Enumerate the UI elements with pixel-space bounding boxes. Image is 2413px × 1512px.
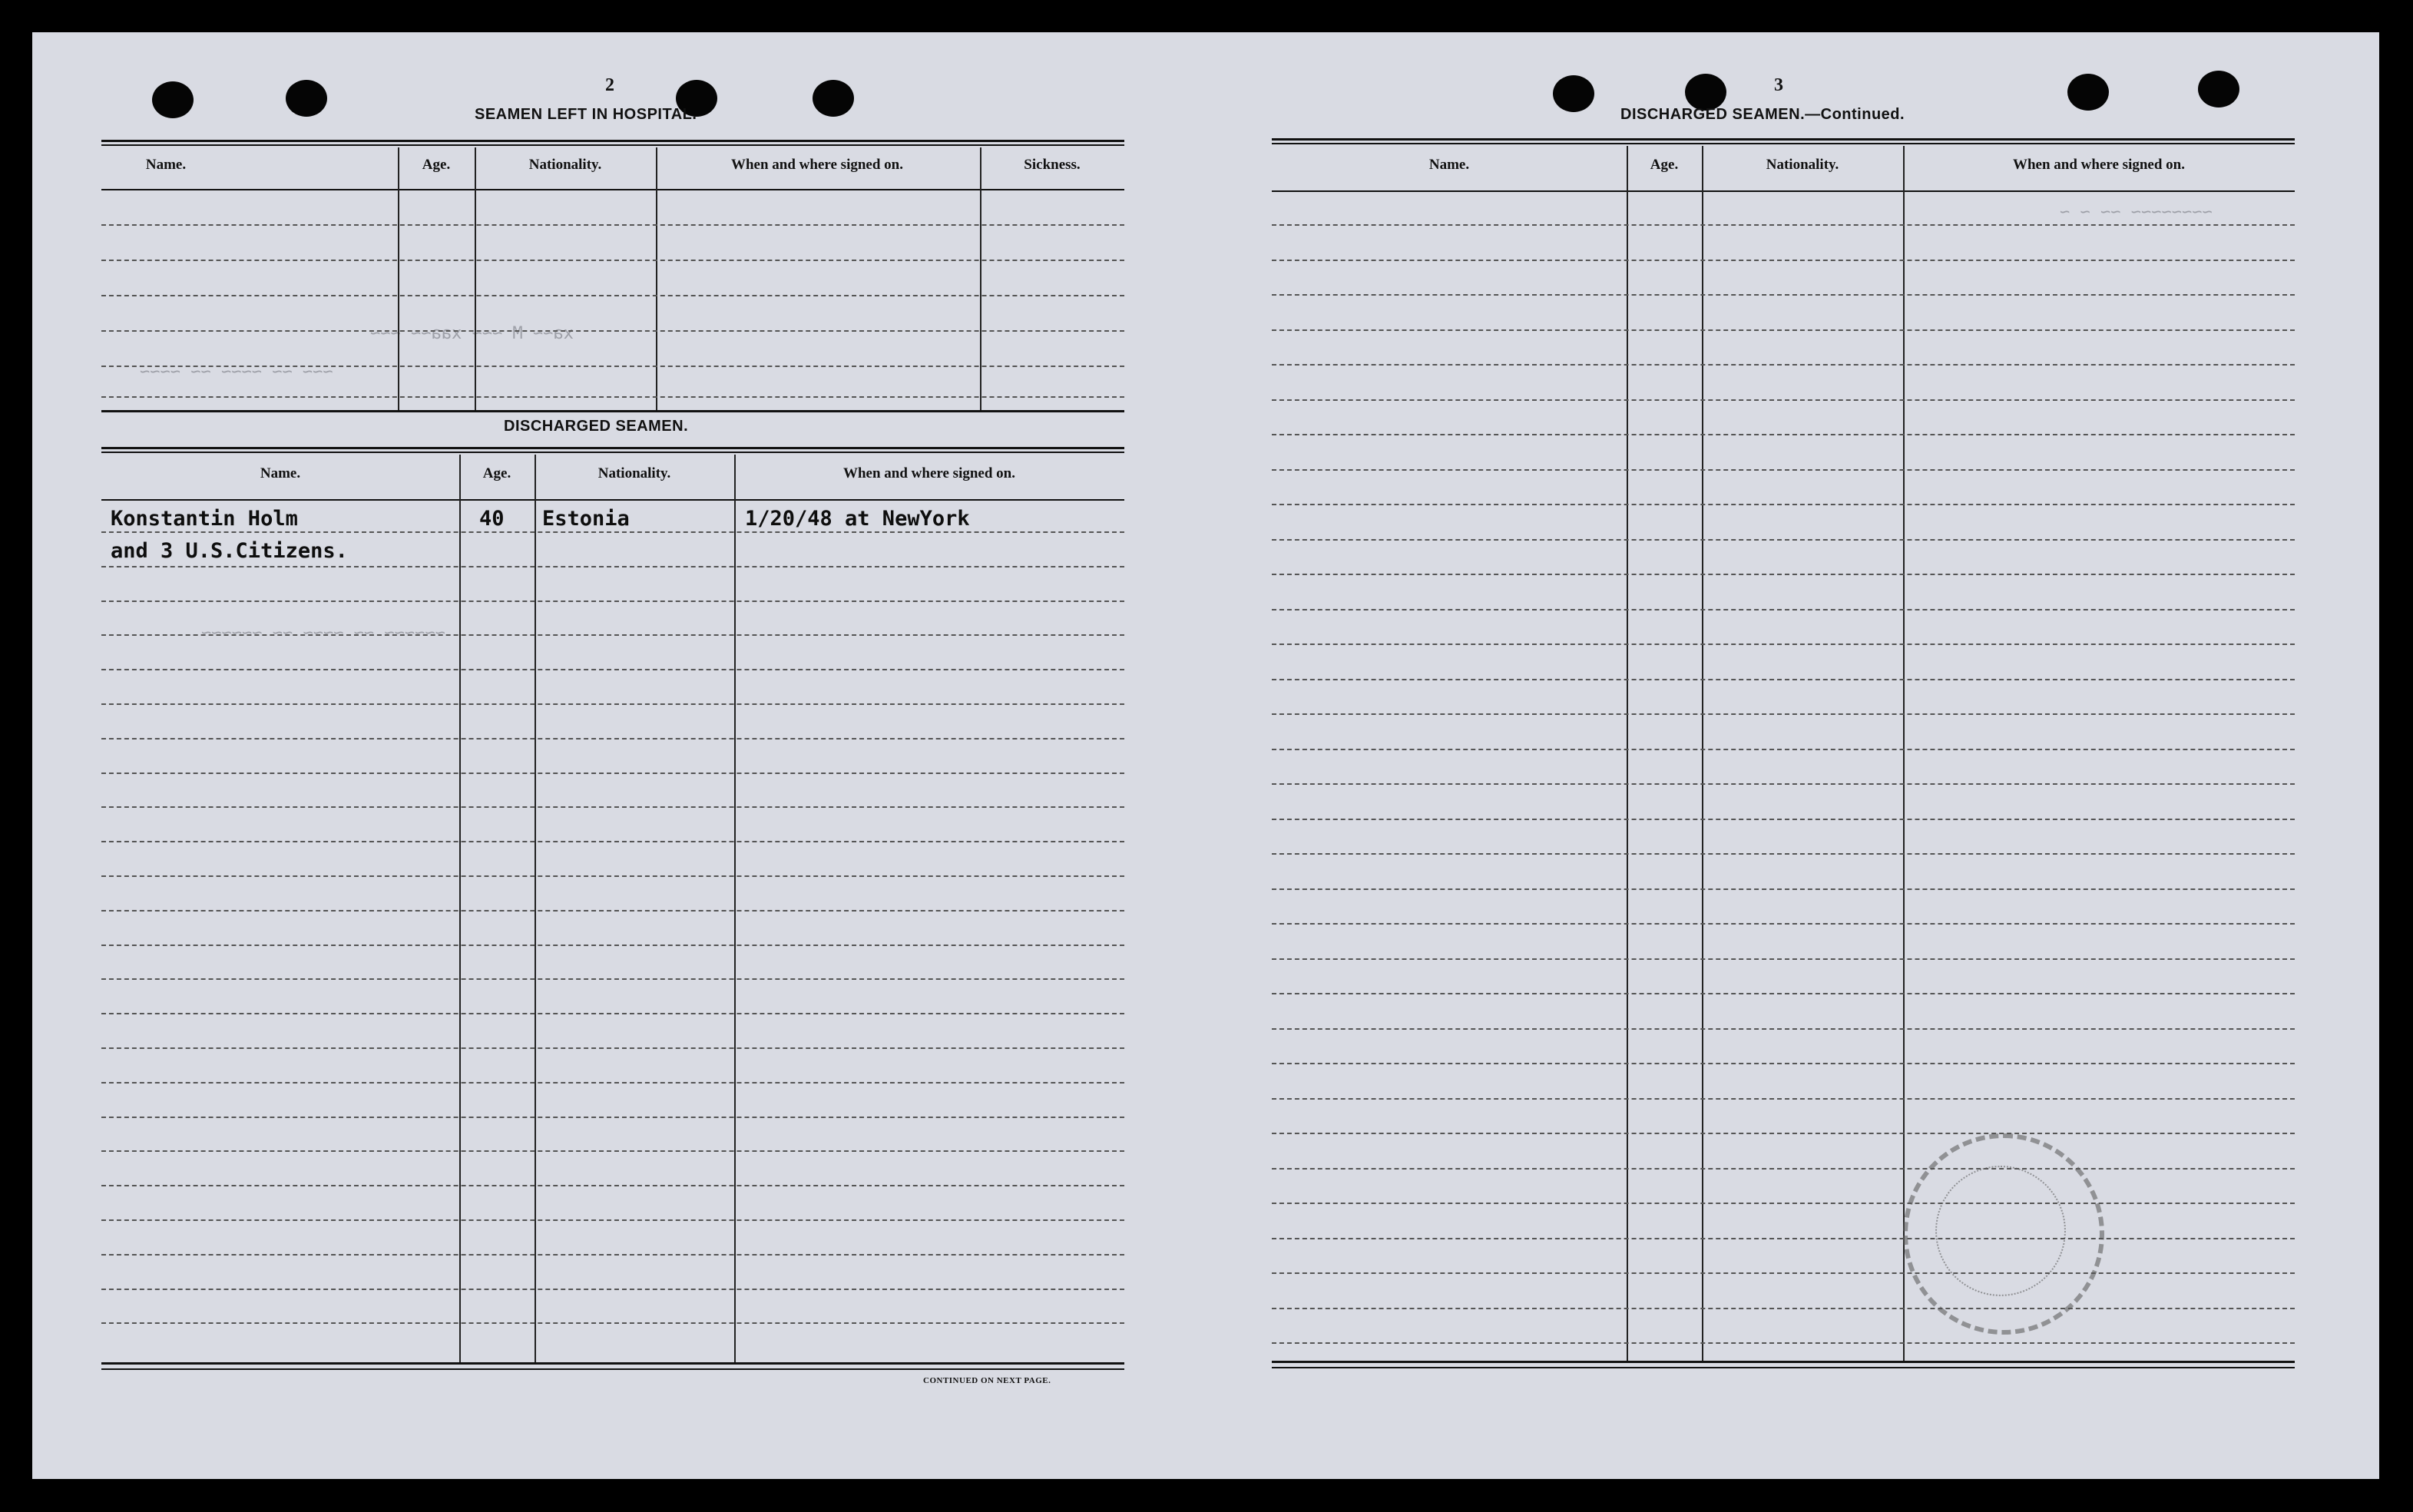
ruled-line bbox=[101, 1185, 1124, 1186]
ruled-line bbox=[1272, 1168, 2295, 1170]
discharged-col-divider bbox=[459, 455, 461, 1362]
hospital-top-rule bbox=[101, 140, 1124, 142]
punch-hole bbox=[286, 80, 327, 117]
hospital-row-line bbox=[101, 260, 1124, 261]
right-col-signed-on-header: When and where signed on. bbox=[2012, 157, 2185, 173]
ruled-line bbox=[1272, 364, 2295, 366]
hospital-col-name-header: Name. bbox=[145, 157, 187, 173]
ruled-line bbox=[1272, 1133, 2295, 1134]
ruled-line bbox=[1272, 294, 2295, 296]
ruled-line bbox=[1272, 713, 2295, 715]
discharged-row-name: and 3 U.S.Citizens. bbox=[111, 539, 348, 563]
ruled-line bbox=[101, 773, 1124, 774]
hospital-row-line bbox=[101, 366, 1124, 367]
discharged-col-signed-on-header: When and where signed on. bbox=[842, 465, 1015, 481]
discharged-continued-title: DISCHARGED SEAMEN.—Continued. bbox=[1620, 106, 1905, 123]
document-sheet bbox=[32, 32, 2379, 1479]
ruled-line bbox=[101, 1219, 1124, 1221]
bleed-through-text: ~~~~~~~~ ~~ ~ ~ bbox=[2060, 203, 2213, 222]
right-col-divider bbox=[1702, 146, 1703, 1361]
ruled-line bbox=[101, 566, 1124, 567]
ruled-line bbox=[1272, 329, 2295, 331]
hospital-section-title: SEAMEN LEFT IN HOSPITAL. bbox=[475, 106, 697, 123]
official-stamp bbox=[1903, 1133, 2104, 1335]
continued-note: CONTINUED ON NEXT PAGE. bbox=[923, 1376, 1051, 1385]
ruled-line bbox=[1272, 609, 2295, 610]
hospital-col-age-header: Age. bbox=[422, 157, 451, 173]
hospital-col-signed-on-header: When and where signed on. bbox=[730, 157, 903, 173]
page-number-left: 2 bbox=[605, 75, 614, 95]
bleed-through-text: ~~~ ~~ ~~~~ ~~ ~~~~ bbox=[140, 362, 333, 382]
ruled-line bbox=[101, 945, 1124, 946]
discharged-row-age: 40 bbox=[479, 507, 505, 531]
hospital-col-divider bbox=[656, 147, 657, 410]
ruled-line bbox=[101, 669, 1124, 670]
ruled-line bbox=[1272, 504, 2295, 505]
hospital-col-nationality-header: Nationality. bbox=[528, 157, 602, 173]
hospital-top-rule-2 bbox=[101, 144, 1124, 146]
ruled-line bbox=[101, 1047, 1124, 1049]
bleed-through-text: ~~~~~~ ~~ ~~~~ ~~ ~~~~~~ bbox=[201, 624, 445, 643]
ruled-line bbox=[1272, 1272, 2295, 1274]
ruled-line bbox=[101, 841, 1124, 842]
ruled-line bbox=[1272, 1028, 2295, 1030]
right-col-name-header: Name. bbox=[1428, 157, 1470, 173]
punch-hole bbox=[2198, 71, 2239, 108]
ruled-line bbox=[1272, 853, 2295, 855]
ruled-line bbox=[1272, 1238, 2295, 1239]
ruled-line bbox=[1272, 1203, 2295, 1204]
page-number-right: 3 bbox=[1774, 75, 1783, 95]
hospital-header-rule bbox=[101, 189, 1124, 190]
right-bottom-rule bbox=[1272, 1361, 2295, 1363]
ruled-line bbox=[1272, 783, 2295, 785]
ruled-line bbox=[1272, 574, 2295, 575]
ruled-line bbox=[101, 1082, 1124, 1084]
ruled-line bbox=[101, 1322, 1124, 1324]
discharged-row-nationality: Estonia bbox=[542, 507, 630, 531]
ruled-line bbox=[101, 910, 1124, 912]
right-bottom-rule-2 bbox=[1272, 1367, 2295, 1368]
discharged-col-name-header: Name. bbox=[260, 465, 301, 481]
punch-hole bbox=[813, 80, 854, 117]
ruled-line bbox=[101, 703, 1124, 705]
ruled-line bbox=[1272, 1308, 2295, 1309]
right-top-rule-2 bbox=[1272, 143, 2295, 144]
discharged-top-rule bbox=[101, 447, 1124, 449]
right-col-nationality-header: Nationality. bbox=[1766, 157, 1839, 173]
ruled-line bbox=[1272, 260, 2295, 261]
ruled-line bbox=[101, 1254, 1124, 1256]
ruled-line bbox=[101, 634, 1124, 636]
discharged-bottom-rule-2 bbox=[101, 1368, 1124, 1370]
hospital-row-line bbox=[101, 330, 1124, 332]
bleed-through-text: xa~~ M ~~~ xaa~~ ~~~ bbox=[370, 324, 574, 343]
ruled-line bbox=[1272, 1098, 2295, 1100]
ruled-line bbox=[1272, 644, 2295, 645]
hospital-col-divider bbox=[398, 147, 399, 410]
ruled-line bbox=[1272, 469, 2295, 471]
right-col-age-header: Age. bbox=[1650, 157, 1679, 173]
ruled-line bbox=[101, 738, 1124, 739]
punch-hole bbox=[1553, 75, 1594, 112]
ruled-line bbox=[1272, 224, 2295, 226]
ruled-line bbox=[101, 1013, 1124, 1014]
discharged-bottom-rule bbox=[101, 1362, 1124, 1365]
discharged-section-title: DISCHARGED SEAMEN. bbox=[504, 418, 689, 435]
ruled-line bbox=[1272, 923, 2295, 925]
hospital-row-line bbox=[101, 295, 1124, 296]
ruled-line bbox=[1272, 679, 2295, 680]
ruled-line bbox=[1272, 993, 2295, 994]
discharged-row-name: Konstantin Holm bbox=[111, 507, 298, 531]
discharged-col-divider bbox=[734, 455, 736, 1362]
ruled-line bbox=[101, 806, 1124, 808]
ruled-line bbox=[1272, 749, 2295, 750]
hospital-col-divider bbox=[980, 147, 981, 410]
ruled-line bbox=[1272, 434, 2295, 435]
hospital-row-line bbox=[101, 396, 1124, 398]
discharged-top-rule-2 bbox=[101, 452, 1124, 453]
ruled-line bbox=[101, 978, 1124, 980]
discharged-col-nationality-header: Nationality. bbox=[597, 465, 671, 481]
right-top-rule bbox=[1272, 138, 2295, 141]
ruled-line bbox=[101, 1117, 1124, 1118]
punch-hole bbox=[2067, 74, 2109, 111]
right-col-divider bbox=[1627, 146, 1628, 1361]
discharged-row-signed-on: 1/20/48 at NewYork bbox=[745, 507, 970, 531]
ruled-line bbox=[1272, 399, 2295, 401]
discharged-col-age-header: Age. bbox=[482, 465, 511, 481]
punch-hole bbox=[1685, 74, 1726, 111]
hospital-col-sickness-header: Sickness. bbox=[1024, 157, 1081, 173]
right-header-rule bbox=[1272, 190, 2295, 192]
ruled-line bbox=[1272, 1063, 2295, 1064]
ruled-line bbox=[101, 1289, 1124, 1290]
discharged-header-rule bbox=[101, 499, 1124, 501]
right-col-divider bbox=[1903, 146, 1905, 1361]
discharged-col-divider bbox=[535, 455, 536, 1362]
ruled-line bbox=[101, 600, 1124, 602]
ruled-line bbox=[101, 875, 1124, 877]
ruled-line bbox=[101, 1150, 1124, 1152]
ruled-line bbox=[1272, 1342, 2295, 1344]
hospital-col-divider bbox=[475, 147, 476, 410]
ruled-line bbox=[1272, 888, 2295, 890]
ruled-line bbox=[1272, 819, 2295, 820]
ruled-line bbox=[1272, 958, 2295, 960]
punch-hole bbox=[152, 81, 194, 118]
ruled-line bbox=[101, 531, 1124, 533]
hospital-bottom-rule bbox=[101, 410, 1124, 412]
hospital-row-line bbox=[101, 224, 1124, 226]
ruled-line bbox=[1272, 539, 2295, 541]
